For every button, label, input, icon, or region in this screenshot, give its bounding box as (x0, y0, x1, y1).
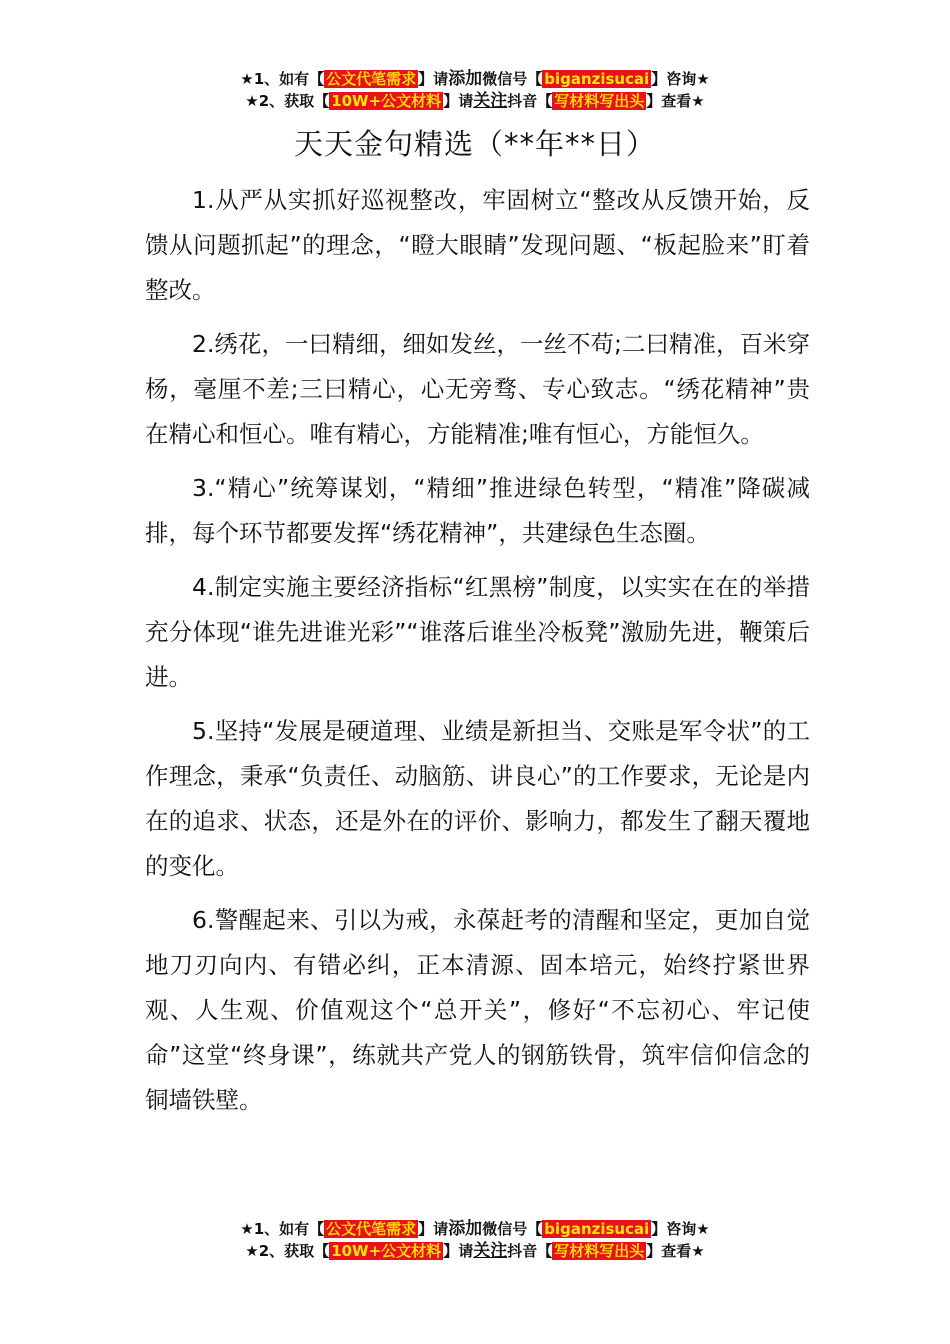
banner-line-2 (0, 1240, 950, 1262)
paragraph-6: 6.警醒起来、引以为戒，永葆赶考的清醒和坚定，更加自觉地刀刃向内、有错必纠，正本清源、固本培元，始终拧紧世界观、人生观、价值观这个“总开关”，修好“不忘初心、牢记使命”这堂“终身课”，练就共产党人的钢筋铁骨，筑牢信仰信念的铜墙铁壁。 (145, 906, 810, 1114)
banner-line-1 (0, 68, 950, 90)
banner-emphasis: 关注 (473, 1241, 508, 1261)
banner-text: 抖音【 (507, 1242, 553, 1260)
banner-text: 微信号【 (482, 70, 543, 88)
paragraph-3: 3.“精心”统筹谋划，“精细”推进绿色转型，“精准”降碳减排，每个环节都要发挥“绣花精神”，共建绿色生态圈。 (145, 474, 810, 547)
banner-text: ★1、如有【 (240, 1220, 325, 1238)
paragraph-2: 2.绣花，一曰精细，细如发丝，一丝不苟;二曰精准，百米穿杨，毫厘不差;三曰精心，心无旁骛、专心致志。“绣花精神”贵在精心和恒心。唯有精心，方能精准;唯有恒心，方能恒久。 (145, 330, 810, 448)
banner-emphasis: 添加 (448, 1219, 483, 1239)
banner-line-2 (0, 90, 950, 112)
banner-emphasis: 添加 (448, 69, 483, 89)
banner-text: 】请 (418, 1220, 449, 1238)
banner-emphasis: 关注 (473, 91, 508, 111)
banner-text: 】咨询★ (651, 1220, 710, 1238)
header-banner (0, 68, 950, 112)
banner-text: 】咨询★ (651, 70, 710, 88)
highlight-wechat-id: biganzisucai (544, 70, 650, 88)
banner-line-1 (0, 1218, 950, 1240)
banner-text: ★1、如有【 (240, 70, 325, 88)
banner-text: 】请 (418, 70, 449, 88)
banner-text: 抖音【 (507, 92, 553, 110)
highlight-service: 公文代笔需求 (326, 1220, 417, 1238)
highlight-service: 公文代笔需求 (326, 70, 417, 88)
banner-text: ★2、获取【 (245, 92, 330, 110)
banner-text: 】请 (443, 92, 474, 110)
banner-text: 】查看★ (646, 1242, 705, 1260)
banner-text: 】查看★ (646, 92, 705, 110)
paragraph-1: 1.从严从实抓好巡视整改，牢固树立“整改从反馈开始，反馈从问题抓起”的理念，“瞪大眼睛”发现问题、“板起脸来”盯着整改。 (145, 186, 810, 304)
banner-text: 】请 (443, 1242, 474, 1260)
paragraph-5: 5.坚持“发展是硬道理、业绩是新担当、交账是军令状”的工作理念，秉承“负责任、动脑筋、讲良心”的工作要求，无论是内在的追求、状态，还是外在的评价、影响力，都发生了翻天覆地的变化。 (145, 717, 810, 880)
banner-text: 微信号【 (482, 1220, 543, 1238)
banner-text: ★2、获取【 (245, 1242, 330, 1260)
highlight-douyin: 写材料写出头 (554, 1242, 645, 1260)
highlight-douyin: 写材料写出头 (554, 92, 645, 110)
highlight-wechat-id: biganzisucai (544, 1220, 650, 1238)
highlight-materials: 10W+公文材料 (331, 1242, 442, 1260)
document-title: 天天金句精选（**年**日） (293, 127, 656, 161)
highlight-materials: 10W+公文材料 (331, 92, 442, 110)
paragraph-4: 4.制定实施主要经济指标“红黑榜”制度，以实实在在的举措充分体现“谁先进谁光彩”“谁落后谁坐冷板凳”激励先进，鞭策后进。 (145, 573, 810, 691)
footer-banner (0, 1218, 950, 1262)
document-body (145, 178, 810, 1132)
